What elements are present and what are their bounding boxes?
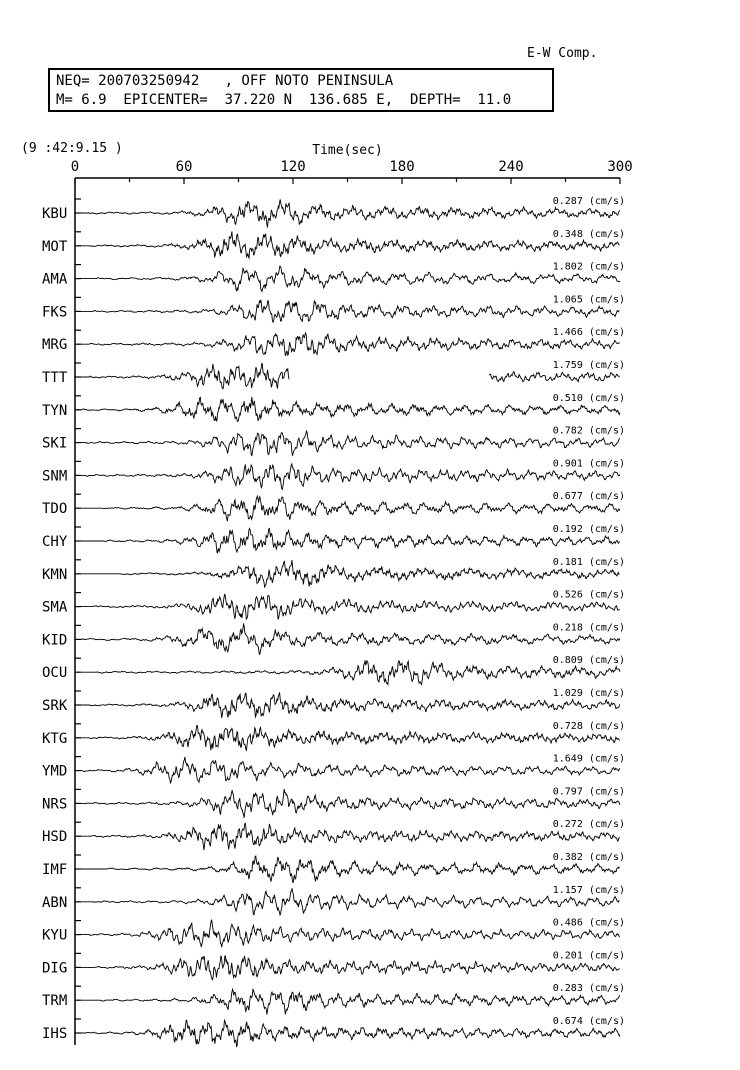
station-label: HSD (42, 829, 68, 846)
waveform (75, 757, 620, 783)
trace-kmn (42, 557, 625, 588)
station-label: AMA (42, 271, 68, 288)
waveform (79, 920, 620, 948)
station-label: TDO (42, 501, 68, 518)
waveform (81, 496, 620, 521)
station-label: MRG (42, 337, 68, 354)
station-label: TRM (42, 993, 68, 1010)
waveform (79, 364, 290, 389)
waveform (75, 464, 620, 489)
amplitude-label: 1.029 (cm/s) (552, 688, 625, 699)
start-time: (9 :42:9.15 ) (21, 141, 123, 156)
waveform (75, 397, 620, 422)
waveform (81, 594, 620, 619)
amplitude-label: 1.157 (cm/s) (552, 884, 625, 896)
station-label: SMA (42, 599, 68, 616)
station-label: KYU (42, 927, 68, 944)
trace-nrs (42, 786, 625, 818)
event-line-1: NEQ= 200703250942 , OFF NOTO PENINSULA (56, 73, 394, 89)
trace-ymd (42, 754, 625, 783)
waveform (79, 231, 620, 258)
trace-ktg (42, 721, 625, 751)
amplitude-label: 0.201 (cm/s) (552, 950, 625, 962)
waveform (79, 823, 620, 850)
station-label: MOT (42, 238, 68, 255)
x-tick-label: 180 (389, 159, 415, 175)
waveform (79, 199, 620, 227)
trace-srk (42, 688, 625, 718)
waveform (81, 660, 620, 684)
waveform (81, 955, 620, 979)
waveform (75, 431, 620, 456)
station-label: DIG (42, 960, 68, 977)
trace-kid (42, 622, 625, 654)
amplitude-label: 0.382 (cm/s) (552, 852, 625, 863)
amplitude-label: 0.809 (cm/s) (552, 655, 625, 667)
station-label: SKI (42, 435, 68, 452)
trace-tyn (42, 393, 625, 422)
trace-abn (42, 885, 625, 915)
waveform (75, 1020, 620, 1047)
waveform (79, 692, 620, 717)
amplitude-label: 0.283 (cm/s) (552, 983, 625, 995)
x-tick-label: 120 (280, 159, 306, 175)
waveform (75, 624, 620, 654)
trace-ama (42, 262, 625, 292)
trace-snm (42, 458, 625, 489)
trace-imf (42, 852, 625, 882)
trace-ihs (42, 1016, 625, 1047)
x-tick-label: 240 (498, 159, 524, 175)
station-label: TTT (42, 370, 68, 386)
waveform (81, 266, 620, 291)
x-tick-label: 300 (607, 159, 633, 175)
station-label: KBU (42, 206, 68, 222)
station-label: FKS (42, 304, 68, 321)
trace-ttt (42, 360, 625, 389)
trace-kyu (42, 918, 625, 948)
trace-ocu (42, 655, 625, 684)
waveform (75, 789, 620, 818)
trace-tdo (42, 491, 625, 521)
trace-trm (42, 983, 625, 1014)
station-label: SRK (42, 698, 68, 714)
waveform (81, 888, 620, 915)
station-label: IMF (42, 862, 68, 878)
station-label: CHY (42, 534, 68, 550)
amplitude-label: 0.287 (cm/s) (552, 196, 625, 207)
amplitude-label: 0.674 (cm/s) (552, 1016, 625, 1027)
trace-ski (42, 426, 625, 457)
amplitude-label: 0.486 (cm/s) (552, 917, 625, 929)
station-label: OCU (42, 665, 68, 682)
waveform (81, 989, 620, 1014)
x-axis-label: Time(sec) (312, 143, 383, 158)
trace-fks (42, 294, 625, 322)
x-tick-label: 60 (175, 159, 193, 175)
amplitude-label: 1.065 (cm/s) (552, 294, 625, 306)
amplitude-label: 0.526 (cm/s) (552, 589, 625, 601)
waveform (81, 856, 620, 882)
amplitude-label: 0.348 (cm/s) (552, 228, 625, 240)
component-label: E-W Comp. (527, 46, 598, 61)
station-label: KMN (42, 566, 68, 583)
amplitude-label: 0.677 (cm/s) (552, 491, 625, 503)
amplitude-label: 0.728 (cm/s) (552, 720, 625, 732)
trace-mrg (42, 327, 625, 355)
amplitude-label: 0.510 (cm/s) (552, 392, 625, 404)
waveform (79, 333, 620, 355)
trace-mot (42, 229, 625, 258)
trace-sma (42, 590, 625, 620)
waveform (81, 300, 620, 322)
station-label: TYN (42, 402, 68, 419)
station-label: NRS (42, 796, 68, 813)
station-label: KTG (42, 730, 68, 747)
event-line-2: M= 6.9 EPICENTER= 37.220 N 136.685 E, DEPTH= 11.0 (56, 92, 512, 108)
amplitude-label: 1.802 (cm/s) (552, 261, 625, 273)
station-label: IHS (42, 1026, 68, 1042)
amplitude-label: 0.272 (cm/s) (552, 819, 625, 831)
amplitude-label: 0.797 (cm/s) (552, 786, 625, 798)
trace-dig (42, 950, 625, 979)
amplitude-label: 1.466 (cm/s) (552, 327, 625, 339)
amplitude-label: 0.192 (cm/s) (552, 524, 625, 535)
station-label: ABN (42, 894, 68, 911)
amplitude-label: 1.649 (cm/s) (552, 753, 625, 765)
waveform (81, 560, 620, 588)
trace-kbu (42, 196, 625, 227)
amplitude-label: 0.218 (cm/s) (552, 622, 625, 634)
trace-chy (42, 524, 625, 553)
trace-hsd (42, 819, 625, 850)
x-tick-label: 0 (70, 159, 80, 175)
amplitude-label: 1.759 (cm/s) (552, 360, 625, 371)
amplitude-label: 0.181 (cm/s) (552, 556, 625, 568)
waveform (489, 372, 619, 382)
station-label: KID (42, 632, 68, 649)
amplitude-label: 0.901 (cm/s) (552, 458, 625, 470)
station-label: SNM (42, 468, 68, 485)
waveform (81, 529, 620, 554)
waveform (79, 725, 620, 750)
amplitude-label: 0.782 (cm/s) (552, 425, 625, 437)
trace-list (42, 196, 625, 1047)
station-label: YMD (42, 763, 68, 780)
